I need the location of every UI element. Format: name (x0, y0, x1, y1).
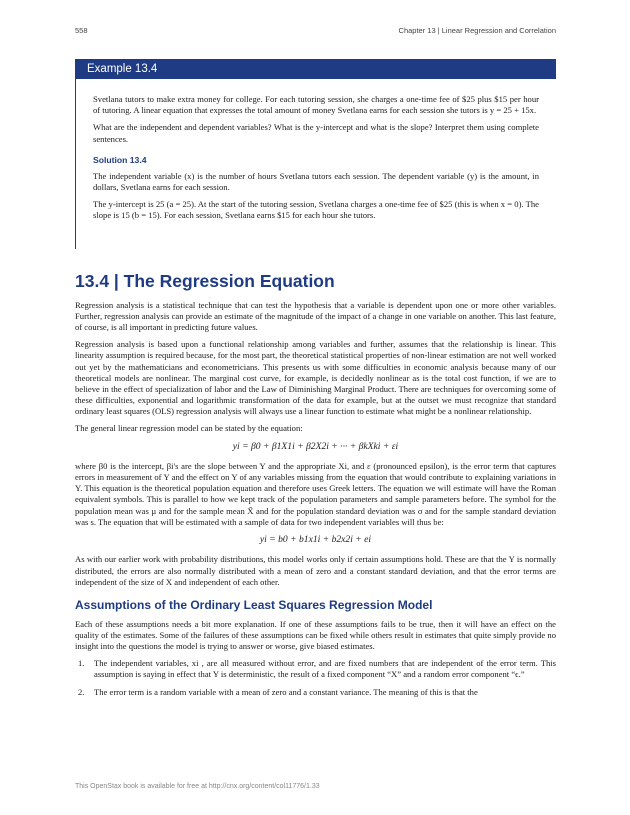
assumptions-subtitle: Assumptions of the Ordinary Least Squares Regression Model (75, 598, 433, 613)
solution-paragraph-1: The independent variable (x) is the number of hours Svetlana tutors each session. The dependent variable (y) is the amount, in dollars, Svetlana earns for each session. (93, 170, 539, 193)
page-number: 558 (75, 26, 88, 35)
section-paragraph-5: As with our earlier work with probability distributions, this model works only if certain assumptions hold. These are that the Y is normally distributed, the errors are also normally distributed with a mean of zero and a constant standard deviation, and that the error terms are independent of the size of X and independent of each other. (75, 554, 556, 587)
example-left-rule (75, 79, 76, 249)
list-number: 2. (78, 686, 85, 697)
section-paragraph-2: Regression analysis is based upon a functional relationship among variables and further, assumes that the relationship is linear. This linearity assumption is required because, for the most part, the theoretical statistical properties of non-linear estimation are not well worked out yet by the mathematicians and econometricians. This presents us with some difficulties in economic analysis because many of our theoretical models are nonlinear. The marginal cost curve, for example, is decidedly nonlinear as is the total cost function, if we are to believe in the effect of specialization of labor and the Law of Diminishing Marginal Product. There are techniques for overcoming some of these difficulties, exponential and logarithmic transformation of the data for example, but at the outset we must recognize that standard ordinary least squares (OLS) regression analysis will always use a linear function to estimate what might be a nonlinear relationship. (75, 339, 556, 417)
section-paragraph-6: Each of these assumptions needs a bit more explanation. If one of these assumptions fails to be true, then it will have an effect on the quality of the estimates. Some of the failures of these assumptions can be fixed while others result in estimates that quite simply provide no insight into the questions the model is trying to answer or worse, give biased estimates. (75, 619, 556, 652)
section-paragraph-3: The general linear regression model can be stated by the equation: (75, 423, 303, 434)
example-title: Example 13.4 (75, 59, 556, 79)
example-body (93, 94, 539, 228)
assumptions-list (75, 658, 556, 698)
section-title: 13.4 | The Regression Equation (75, 271, 335, 291)
example-paragraph-1: Svetlana tutors to make extra money for college. For each tutoring session, she charges a one-time fee of $25 plus $15 per hour of tutoring. A linear equation that expresses the total amount of money Svetlana earns for each session she tutors is y = 25 + 15x. (93, 94, 539, 116)
page-footer: This OpenStax book is available for free at http://cnx.org/content/col11776/1.33 (75, 783, 320, 790)
list-item (75, 658, 556, 680)
list-item (75, 687, 556, 698)
list-item-text: The independent variables, xi , are all measured without error, and are fixed numbers that are independent of the error term. This assumption is saying in effect that Y is deterministic, the result of a fixed component “X” and a random error component “ϵ.” (94, 658, 556, 680)
list-number: 1. (78, 658, 85, 669)
example-paragraph-2: What are the independent and dependent variables? What is the y-intercept and what is the slope? Interpret them using complete sentences. (93, 122, 539, 144)
solution-paragraph-2: The y-intercept is 25 (a = 25). At the start of the tutoring session, Svetlana charges a one-time fee of $25 (this is when x = 0). The slope is 15 (b = 15). For each session, Svetlana earns $15 for each hour she tutors. (93, 199, 539, 221)
section-paragraph-1: Regression analysis is a statistical technique that can test the hypothesis that a variable is dependent upon one or more other variables. Further, regression analysis can provide an estimate of the magnitude of the impact of a change in one variable on another. This last feature, of course, is all important in predicting future values. (75, 300, 556, 333)
chapter-title: Chapter 13 | Linear Regression and Correlation (398, 26, 556, 35)
sample-regression-equation: yi = b0 + b1x1i + b2x2i + ei (259, 534, 372, 546)
solution-title: Solution 13.4 (93, 154, 147, 165)
list-item-text: The error term is a random variable with a mean of zero and a constant variance. The meaning of this is that the (94, 686, 478, 697)
example-box (75, 59, 556, 249)
population-regression-equation: yi = β0 + β1X1i + β2X2i + ··· + βkXki + εi (232, 440, 399, 452)
section-paragraph-4: where β0 is the intercept, βi's are the slope between Y and the appropriate Xi, and ε (pronounced epsilon), is the error term that captures errors in measurement of Y and the effect on Y of any variables missing from the equation that would contribute to explaining variations in Y. This equation is the theoretical population equation and therefore uses Greek letters. The equation we will estimate will have the Roman equivalent symbols. This is parallel to how we kept track of the population parameters and sample parameters before. The symbol for the population mean was µ and for the sample mean X̄ and for the population standard deviation was σ and for the sample standard deviation was s. The equation that will be estimated with a sample of data for two independent variables will thus be: (75, 460, 556, 527)
section-content (75, 270, 556, 704)
